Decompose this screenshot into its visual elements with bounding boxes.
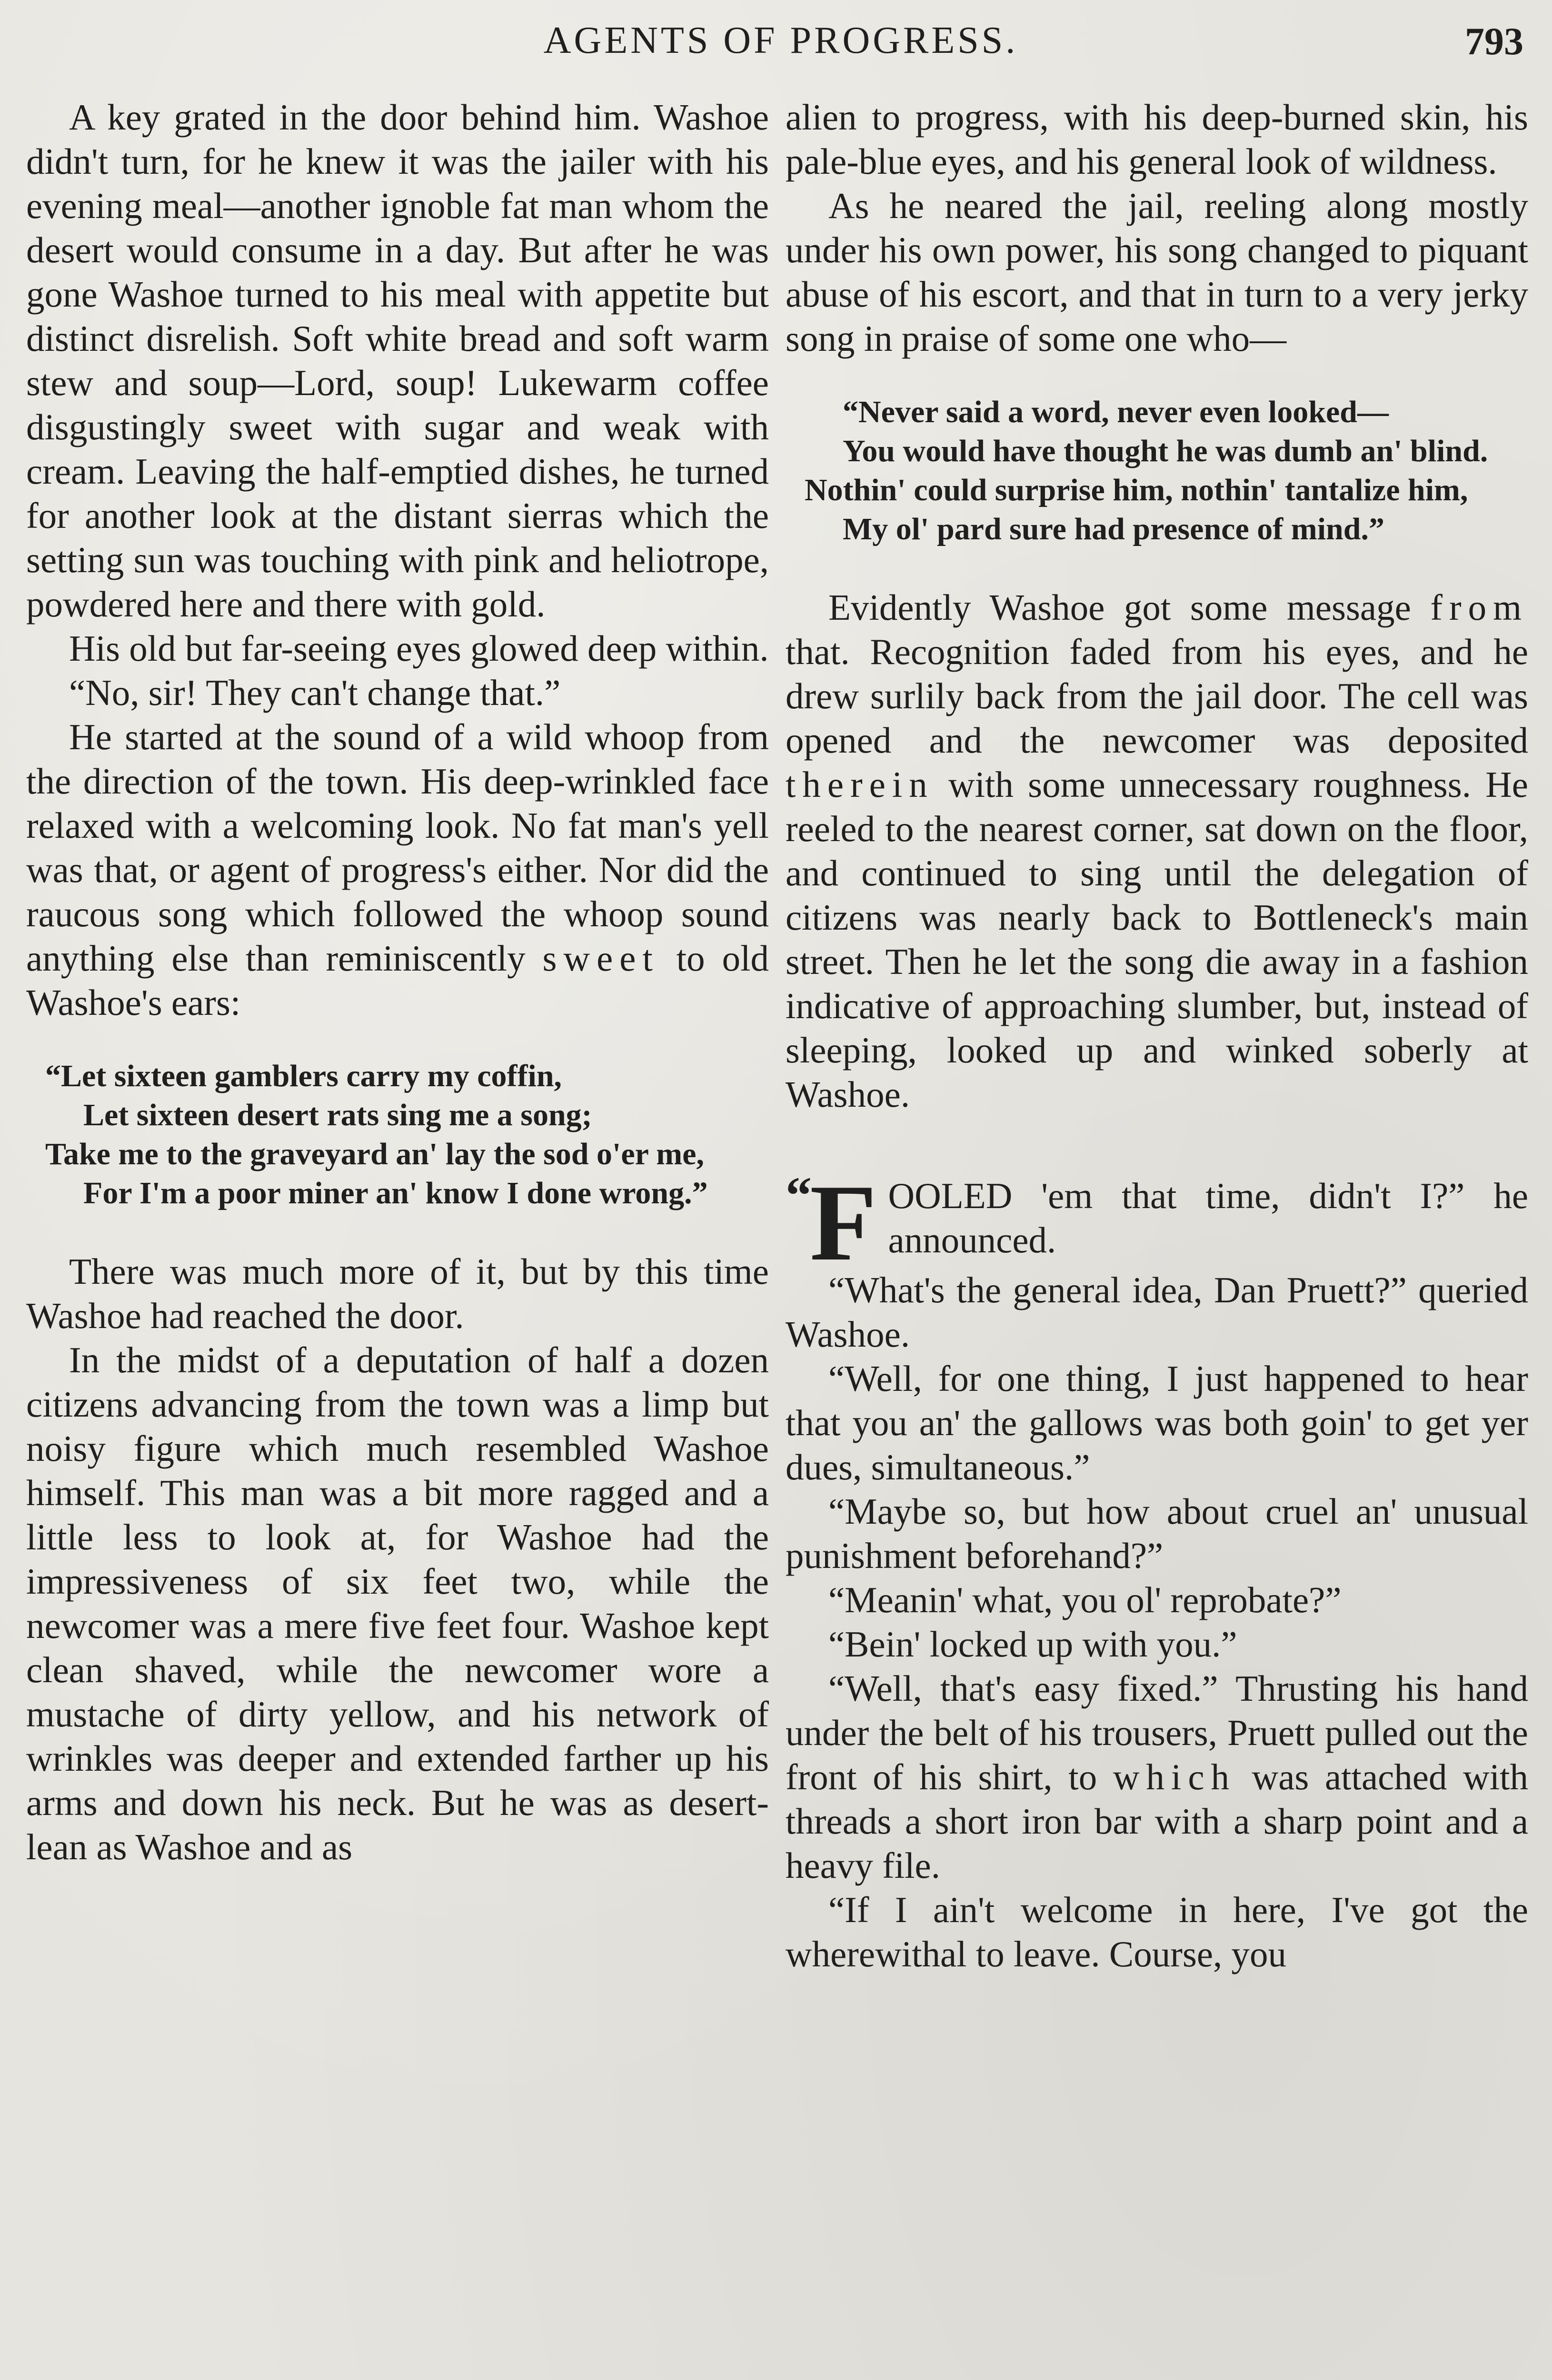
spaced-word: from [1430,587,1528,628]
paragraph: As he neared the jail, reeling along mostly under his own power, his song changed to piquant abuse of his escort, and that in turn to a very jerky song in praise of some one who— [786,185,1528,359]
caps-run: OOLED [888,1175,1013,1216]
paragraph: “Bein' locked up with you.” [828,1624,1237,1665]
opening-quote: “ [786,1166,812,1224]
paragraph: “If I ain't welcome in here, I've got the wherewithal to leave. Course, you [786,1889,1528,1974]
paragraph: His old but far-seeing eyes glowed deep within. [69,628,769,669]
paragraph: A key grated in the door behind him. Washoe didn't turn, for he knew it was the jailer with his evening meal—another ignoble fat man whom the desert would consume in a day. But after he was gone Washoe turned to his meal with appetite but distinct disrelish. Soft white bread and soft warm stew and soup—Lord, soup! Lukewarm coffee disgustingly sweet with sugar and weak with cream. Leaving the half-emptied dishes, he turned for another look at the distant sierras which the setting sun was touching with pink and heliotrope, powdered here and there with gold. [26,97,769,625]
verse-line: You would have thought he was dumb an' blind. [843,434,1488,468]
right-column [786,95,1528,1976]
text-run: with some unnecessary roughness. He reeled to the nearest corner, sat down on the floor, and continued to sing until the delegation of citizens was nearly back to Bottleneck's main street. Then he let the song die away in a fashion indicative of approaching slumber, but, instead of sleeping, looked up and winked soberly at Washoe. [786,764,1528,1115]
paragraph: In the midst of a deputation of half a dozen citizens advancing from the town was a limp but noisy figure which much resembled Washoe himself. This man was a bit more ragged and a little less to look at, for Washoe had the impressiveness of six feet two, while the newcomer was a mere five feet four. Washoe kept clean shaved, while the newcomer wore a mustache of dirty yellow, and his network of wrinkles was deeper and extended farther up his arms and down his neck. But he was as desert-lean as Washoe and as [26,1339,769,1867]
paragraph: “No, sir! They can't change that.” [69,672,561,713]
text-run: He started at the sound of a wild whoop from the direction of the town. His deep-wrinkled face relaxed with a welcoming look. No fat man's yell was that, or agent of progress's either. Nor did the raucous song which followed the whoop sound anything else than reminiscently [26,716,769,979]
page-header [29,19,1533,76]
spaced-word: which [1113,1756,1236,1797]
song-verse [45,1058,759,1211]
paragraph: “Meanin' what, you ol' reprobate?” [828,1579,1342,1620]
page-number: 793 [1465,20,1523,63]
paragraph [786,585,1528,1117]
spaced-word: therein [786,764,934,805]
paragraph: There was much more of it, but by this time Washoe had reached the door. [26,1251,769,1336]
verse-line: For I'm a poor miner an' know I done wrong.” [83,1176,708,1210]
paragraph [26,715,769,1025]
verse-line: Take me to the graveyard an' lay the sod o'er me, [45,1137,705,1171]
text-run: “Well, that's easy fixed.” Thrusting his hand under the belt of his trousers, Pruett pulled out the front of his shirt, to [786,1668,1528,1797]
drop-cap: F [810,1162,877,1283]
paragraph [786,1666,1528,1888]
verse-line: Let sixteen desert rats sing me a song; [83,1098,592,1132]
spaced-word: sweet [542,938,659,979]
verse-line: “Never said a word, never even looked— [843,395,1389,429]
verse-line: My ol' pard sure had presence of mind.” [843,512,1384,546]
paragraph: “What's the general idea, Dan Pruett?” queried Washoe. [786,1269,1528,1355]
text-run: was attached with threads a short iron bar with a sharp point and a heavy file. [786,1756,1528,1886]
left-column [26,95,769,1869]
text-run: to old Washoe's ears: [26,938,769,1023]
text-run: Evidently Washoe got some message [828,587,1431,628]
section-opening-paragraph [786,1162,1528,1283]
paragraph: alien to progress, with his deep-burned skin, his pale-blue eyes, and his general look of wildness. [786,97,1528,182]
verse-line: Nothin' could surprise him, nothin' tantalize him, [805,473,1468,507]
song-verse [805,394,1519,547]
running-title: AGENTS OF PROGRESS. [543,20,1018,61]
verse-line: “Let sixteen gamblers carry my coffin, [45,1059,562,1093]
text-run: 'em that time, didn't I?” he announced. [888,1175,1528,1260]
text-run: that. Recognition faded from his eyes, and he drew surlily back from the jail door. The cell was opened and the newcomer was deposited [786,631,1528,761]
paragraph: “Well, for one thing, I just happened to hear that you an' the gallows was both goin' to get yer dues, simultaneous.” [786,1358,1528,1488]
paragraph: “Maybe so, but how about cruel an' unusual punishment beforehand?” [786,1491,1528,1576]
